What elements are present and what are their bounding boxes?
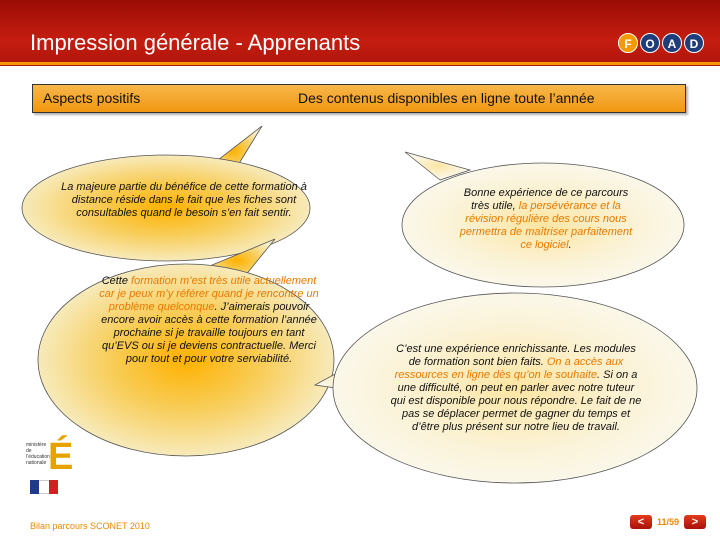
page-title: Impression générale - Apprenants bbox=[30, 30, 361, 55]
logo-letter: F bbox=[618, 33, 638, 53]
bubble-4-highlight: On a accès aux ressources en ligne dès qu’on le souhaite bbox=[394, 356, 624, 381]
topic-heading: Des contenus disponibles en ligne toute l’année bbox=[298, 90, 595, 106]
bubble-3-highlight: la persévérance et la révision régulière des cours nous permettra de maîtriser parfaitement ce logiciel bbox=[459, 200, 633, 251]
bubble-3-text bbox=[458, 187, 634, 252]
logo-letter: O bbox=[640, 33, 660, 53]
republic-flag-icon bbox=[30, 480, 58, 494]
bubble-2-highlight: formation m’est très utile actuellement car je peux m’y référer quand je rencontre un problème quelconque bbox=[99, 275, 319, 313]
slide-navigation bbox=[630, 515, 706, 529]
bubble-4-text-pre: C’est une expérience enrichissante. Les modules de formation sont bien faits. bbox=[396, 343, 636, 368]
bubble-3-text-pre: Bonne expérience de ce parcours très utile, bbox=[463, 187, 629, 212]
footer-caption: Bilan parcours SCONET 2010 bbox=[30, 521, 150, 531]
bubble-2-text-pre: Cette bbox=[101, 275, 132, 287]
page-indicator: 11/59 bbox=[656, 517, 680, 527]
logo-letter: D bbox=[684, 33, 704, 53]
bubble-4-text bbox=[390, 343, 642, 434]
next-slide-button[interactable]: > bbox=[684, 515, 706, 529]
bubble-2-text-post: . J’aimerais pouvoir encore avoir accès à cette formation l’année prochaine si je travaille toujours en tant qu’EVS ou si je deviens contractuelle. Merci pour tout et pour votre serviabilité. bbox=[101, 301, 317, 365]
bubble-1-text: La majeure partie du bénéfice de cette formation à distance réside dans le fait que les fiches sont consultables quand le besoin s’en fait sentir. bbox=[61, 181, 307, 219]
positive-aspects-label: Aspects positifs bbox=[43, 90, 141, 106]
bubble-2-text bbox=[95, 275, 323, 366]
logo-letter: A bbox=[662, 33, 682, 53]
bubble-4-text-post: . Si on a une difficulté, on peut en parler avec notre tuteur qui est disponible pour nous répondre. Le fait de ne pas se déplacer permet de gagner du temps et d’être plus présent sur notre lieu de travail. bbox=[390, 369, 642, 433]
ministry-logo-letter: É bbox=[48, 436, 74, 478]
ministry-logo-words: ministère de l’éducation nationale bbox=[26, 442, 50, 466]
prev-slide-button[interactable]: < bbox=[630, 515, 652, 529]
bubble-3-text-post: . bbox=[568, 239, 572, 251]
